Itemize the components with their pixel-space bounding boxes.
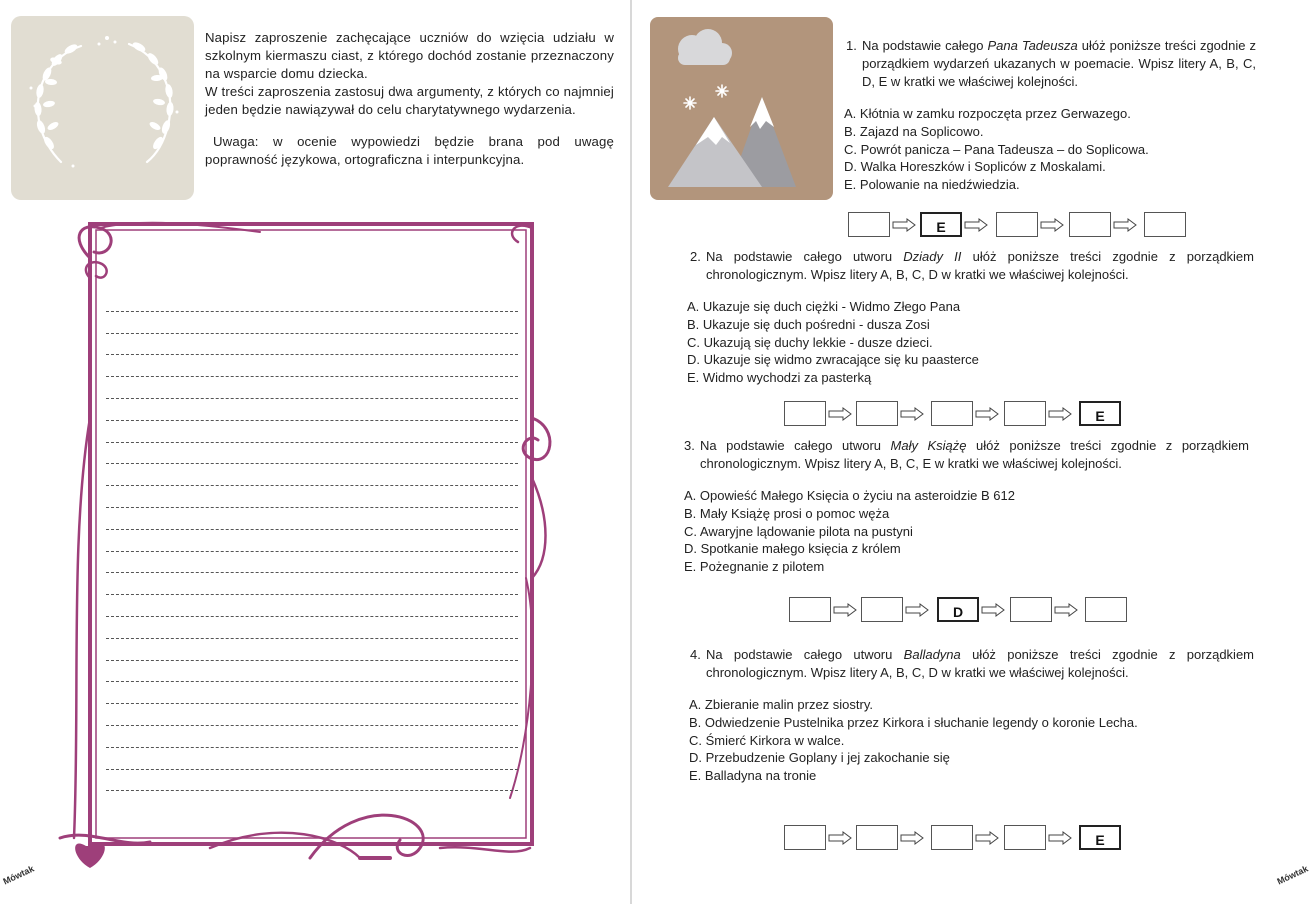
arrow-right-icon <box>1040 218 1064 232</box>
events-list <box>684 487 1249 576</box>
answer-box[interactable] <box>1085 597 1127 622</box>
question-text-part: Na podstawie całego utworu <box>706 249 904 264</box>
answer-box[interactable] <box>1004 401 1046 426</box>
arrow-right-icon <box>828 831 852 845</box>
question-2 <box>687 248 1254 387</box>
work-title: Mały Książę <box>890 438 967 453</box>
question-text-part: Na podstawie całego <box>862 38 988 53</box>
question-text-part: ułóż poniższe treści zgodnie z porządkiem chronologicznym. Wpisz litery A, B, C, D w kratki we właściwej kolejności. <box>706 249 1254 282</box>
writing-line[interactable] <box>106 530 518 552</box>
laurel-wreath-icon <box>11 16 194 200</box>
writing-line[interactable] <box>106 486 518 508</box>
writing-line[interactable] <box>106 421 518 443</box>
writing-line[interactable] <box>106 770 518 792</box>
arrow-right-icon <box>900 831 924 845</box>
writing-line[interactable] <box>106 748 518 770</box>
events-list <box>687 298 1254 387</box>
question-text <box>862 37 1256 91</box>
mowtak-logo: Mówtak <box>1 863 36 887</box>
writing-line[interactable] <box>106 595 518 617</box>
question-text <box>706 646 1254 682</box>
writing-line[interactable] <box>106 552 518 574</box>
writing-line[interactable] <box>106 682 518 704</box>
event-item: E. Polowanie na niedźwiedzia. <box>844 177 1020 193</box>
answer-box[interactable] <box>1144 212 1186 237</box>
question-number: 2. <box>690 249 701 264</box>
writing-line[interactable] <box>106 399 518 421</box>
answer-box[interactable]: E <box>1079 825 1121 850</box>
question-prompt <box>690 646 1254 682</box>
arrow-right-icon <box>900 407 924 421</box>
answer-box[interactable]: E <box>920 212 962 237</box>
writing-line[interactable] <box>106 290 518 312</box>
question-text-part: Na podstawie całego utworu <box>700 438 891 453</box>
writing-lines <box>106 290 518 791</box>
event-item: E. Widmo wychodzi za pasterką <box>687 370 872 386</box>
event-item: C. Powrót panicza – Pana Tadeusza – do Soplicowa. <box>844 141 1149 157</box>
writing-line[interactable] <box>106 377 518 399</box>
arrow-right-icon <box>1113 218 1137 232</box>
answer-box[interactable]: E <box>1079 401 1121 426</box>
event-item: B. Ukazuje się duch pośredni - dusza Zosi <box>687 316 930 332</box>
question-text-part: ułóż poniższe treści zgodnie z porządkiem chronologicznym. Wpisz litery A, B, C, E w kratki we właściwej kolejności. <box>700 438 1250 471</box>
answer-sequence <box>784 401 1124 429</box>
wreath-illustration <box>11 16 194 200</box>
answer-box[interactable] <box>861 597 903 622</box>
task-paragraph: W treści zaproszenia zastosuj dwa argumenty, z których co najmniej jeden będzie nawiązywał do celu charytatywnego wydarzenia. <box>205 84 614 117</box>
arrow-right-icon <box>828 407 852 421</box>
event-item: C. Ukazują się duchy lekkie - dusze dzieci. <box>687 334 933 350</box>
answer-sequence <box>848 212 1188 240</box>
events-list <box>689 696 1254 785</box>
question-4 <box>690 646 1254 785</box>
event-item: E. Pożegnanie z pilotem <box>684 559 825 575</box>
question-number: 3. <box>684 438 695 453</box>
event-item: A. Zbieranie malin przez siostry. <box>689 697 873 712</box>
writing-line[interactable] <box>106 312 518 334</box>
question-text-part: ułóż poniższe treści zgodnie z porządkiem chronologicznym. Wpisz litery A, B, C, D w kratki we właściwej kolejności. <box>706 647 1254 680</box>
answer-box[interactable]: D <box>937 597 979 622</box>
arrow-right-icon <box>1048 831 1072 845</box>
question-prompt <box>846 37 1256 91</box>
event-item: D. Walka Horeszków i Sopliców z Moskalami. <box>844 159 1106 175</box>
answer-sequence <box>789 597 1129 625</box>
assessment-note: Uwaga: w ocenie wypowiedzi będzie brana pod uwagę poprawność językowa, ortograficzna i interpunkcyjna. <box>205 134 614 167</box>
event-item: D. Przebudzenie Goplany i jej zakochanie się <box>689 750 950 766</box>
question-3 <box>684 437 1249 576</box>
work-title: Pana Tadeusza <box>987 38 1078 53</box>
event-item: B. Odwiedzenie Pustelnika przez Kirkora i słuchanie legendy o koronie Lecha. <box>689 714 1138 730</box>
event-item: C. Śmierć Kirkora w walce. <box>689 732 845 748</box>
events-list <box>844 105 1256 194</box>
answer-box[interactable] <box>856 825 898 850</box>
event-item: D. Spotkanie małego księcia z królem <box>684 541 901 557</box>
writing-line[interactable] <box>106 334 518 356</box>
event-item: B. Mały Książę prosi o pomoc węża <box>684 505 890 521</box>
task-paragraph: Napisz zaproszenie zachęcające uczniów do wzięcia udziału w szkolnym kiermaszu ciast, z którego dochód zostanie przeznaczony na wsparcie domu dziecka. <box>205 30 614 81</box>
answer-box[interactable] <box>856 401 898 426</box>
question-text <box>706 248 1254 284</box>
answer-box[interactable] <box>784 825 826 850</box>
work-title: Balladyna <box>903 647 961 662</box>
question-prompt <box>690 248 1254 284</box>
answer-box[interactable] <box>848 212 890 237</box>
writing-line[interactable] <box>106 704 518 726</box>
left-page <box>0 0 630 904</box>
arrow-right-icon <box>1048 407 1072 421</box>
event-item: E. Balladyna na tronie <box>689 768 817 784</box>
event-item: A. Kłótnia w zamku rozpoczęta przez Gerwazego. <box>844 106 1131 121</box>
writing-line[interactable] <box>106 508 518 530</box>
question-text-part: ułóż poniższe treści zgodnie z porządkiem wydarzeń ukazanych w poemacie. Wpisz litery A, B, C, D, E w kratki we właściwej kolejności. <box>862 38 1256 89</box>
answer-box[interactable] <box>1069 212 1111 237</box>
writing-line[interactable] <box>106 573 518 595</box>
arrow-right-icon <box>981 603 1005 617</box>
task-instructions <box>205 29 614 169</box>
event-item: A. Ukazuje się duch ciężki - Widmo Złego Pana <box>687 299 961 314</box>
question-number: 1. <box>846 38 857 53</box>
event-item: D. Ukazuje się widmo zwracające się ku paasterce <box>687 352 979 368</box>
writing-line[interactable] <box>106 661 518 683</box>
arrow-right-icon <box>833 603 857 617</box>
event-item: C. Awaryjne lądowanie pilota na pustyni <box>684 523 913 539</box>
event-item: A. Opowieść Małego Księcia o życiu na asteroidzie B 612 <box>684 488 1015 503</box>
arrow-right-icon <box>892 218 916 232</box>
answer-sequence <box>784 825 1124 853</box>
arrow-right-icon <box>1054 603 1078 617</box>
writing-line[interactable] <box>106 726 518 748</box>
answer-box[interactable] <box>1004 825 1046 850</box>
answer-box[interactable] <box>996 212 1038 237</box>
answer-box[interactable] <box>931 825 973 850</box>
arrow-right-icon <box>964 218 988 232</box>
question-1 <box>846 37 1256 194</box>
writing-line[interactable] <box>106 464 518 486</box>
arrow-right-icon <box>975 831 999 845</box>
question-text <box>700 437 1249 473</box>
writing-line[interactable] <box>106 617 518 639</box>
answer-box[interactable] <box>789 597 831 622</box>
question-text-part: Na podstawie całego utworu <box>706 647 904 662</box>
question-prompt <box>684 437 1249 473</box>
answer-box[interactable] <box>784 401 826 426</box>
arrow-right-icon <box>975 407 999 421</box>
event-item: B. Zajazd na Soplicowo. <box>844 123 984 139</box>
question-number: 4. <box>690 647 701 662</box>
writing-line[interactable] <box>106 443 518 465</box>
work-title: Dziady II <box>903 249 962 264</box>
answer-box[interactable] <box>931 401 973 426</box>
writing-line[interactable] <box>106 639 518 661</box>
answer-box[interactable] <box>1010 597 1052 622</box>
mountain-illustration <box>650 17 833 200</box>
writing-line[interactable] <box>106 355 518 377</box>
arrow-right-icon <box>905 603 929 617</box>
mowtak-logo: Mówtak <box>1275 863 1310 887</box>
mountain-cloud-icon <box>650 17 833 200</box>
